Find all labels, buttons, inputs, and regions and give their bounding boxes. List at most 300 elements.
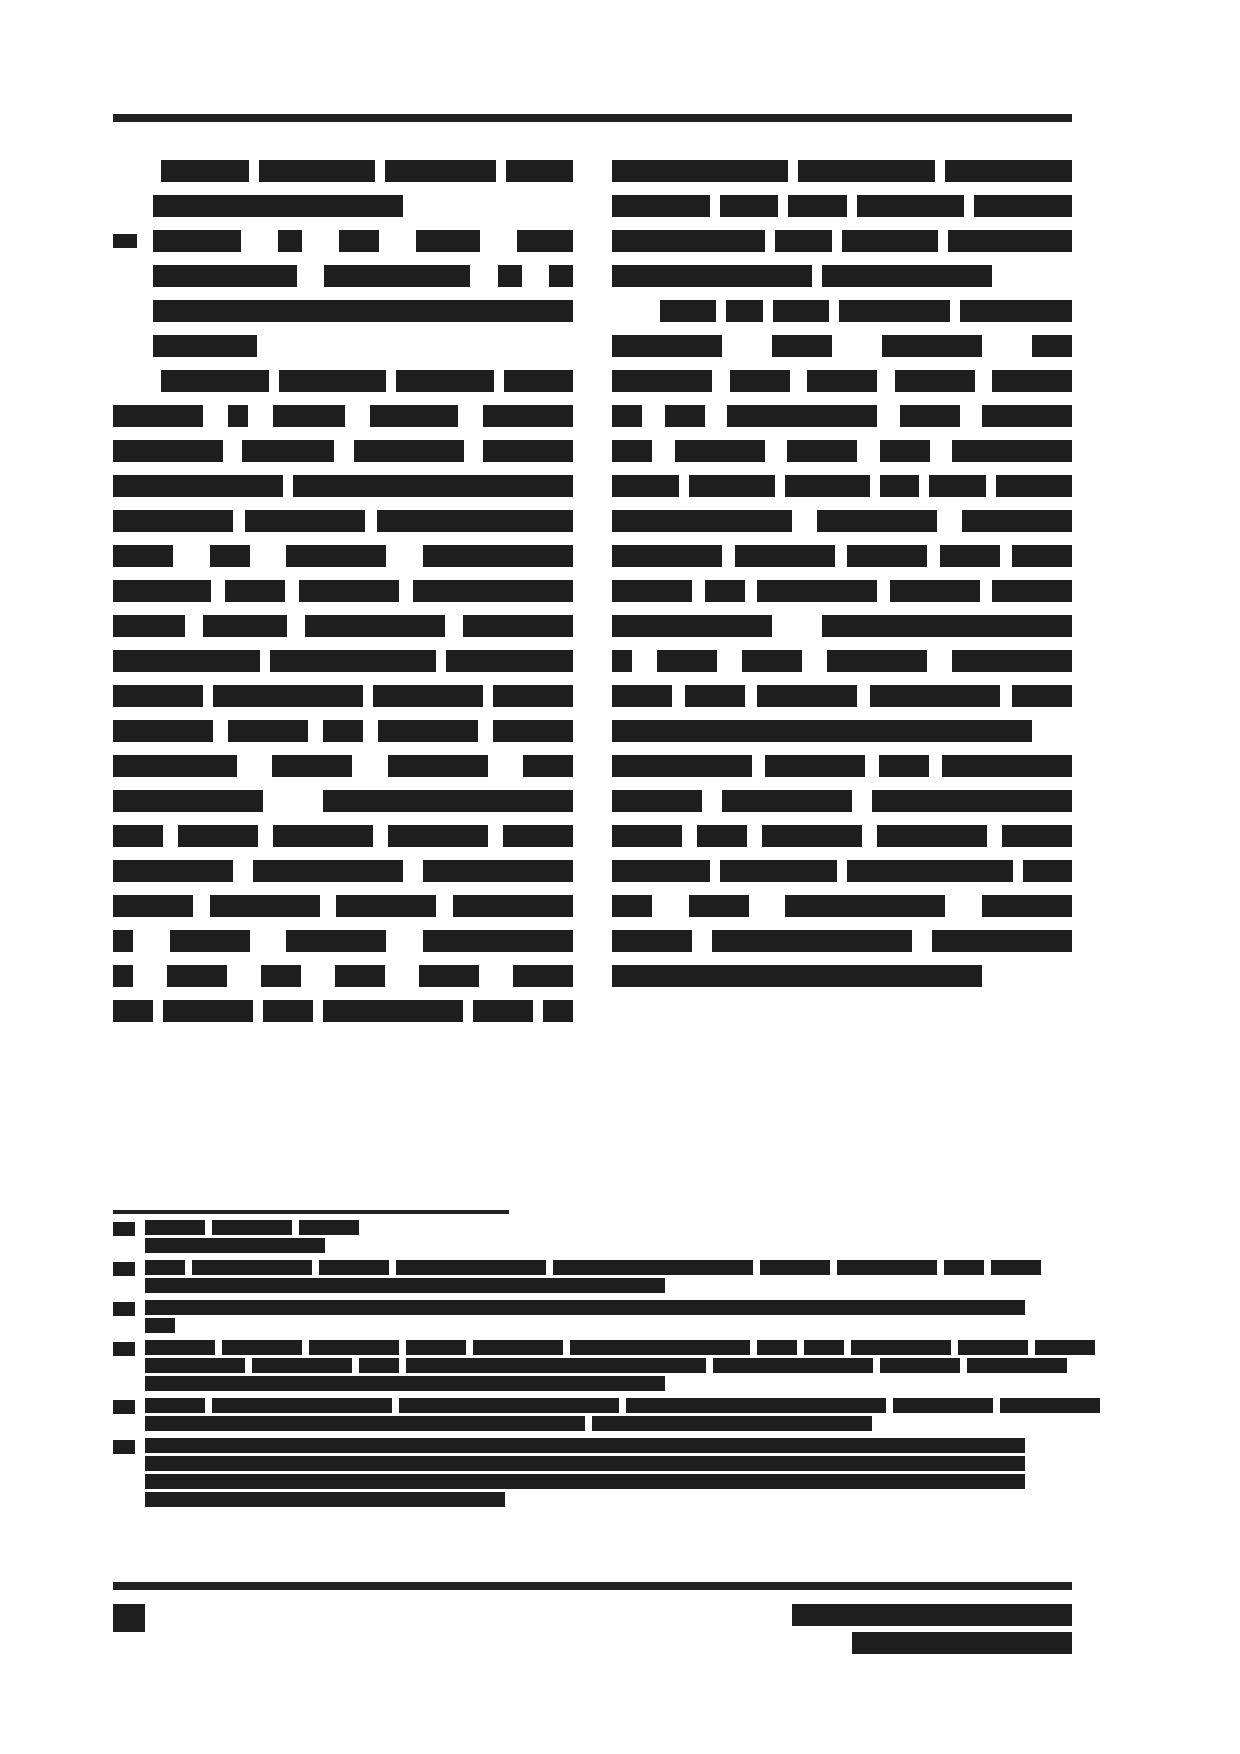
footnote-line	[145, 1416, 872, 1431]
redacted-word	[453, 895, 573, 917]
redacted-word	[523, 755, 573, 777]
redacted-word	[113, 720, 213, 742]
text-line	[612, 825, 1072, 847]
redacted-word	[323, 790, 573, 812]
footnote-number	[113, 1262, 135, 1276]
text-line	[612, 265, 992, 287]
text-line	[612, 510, 1072, 532]
text-line	[113, 580, 573, 602]
redacted-word	[720, 195, 779, 217]
redacted-word	[273, 405, 345, 427]
list-bullet	[113, 234, 137, 248]
redacted-word	[612, 545, 722, 567]
redacted-word	[228, 720, 308, 742]
redacted-word	[153, 300, 573, 322]
redacted-word	[113, 860, 233, 882]
redacted-word	[178, 825, 258, 847]
redacted-word	[213, 685, 363, 707]
redacted-word	[787, 440, 857, 462]
text-line	[612, 860, 1072, 882]
redacted-word	[378, 720, 478, 742]
redacted-word	[842, 230, 938, 252]
redacted-word	[161, 160, 249, 182]
footnote-line	[145, 1492, 505, 1507]
text-line	[612, 580, 1072, 602]
redacted-word	[113, 930, 133, 952]
redacted-word	[354, 440, 464, 462]
redacted-word	[252, 1358, 352, 1373]
redacted-word	[270, 650, 436, 672]
redacted-word	[145, 1300, 1025, 1315]
text-line	[612, 335, 1072, 357]
text-line	[113, 790, 573, 812]
text-line	[612, 195, 1072, 217]
text-line	[612, 615, 1072, 637]
redacted-word	[992, 580, 1072, 602]
redacted-word	[807, 370, 877, 392]
text-line	[612, 720, 1032, 742]
redacted-word	[775, 230, 832, 252]
redacted-word	[503, 825, 573, 847]
redacted-word	[113, 965, 133, 987]
redacted-word	[1023, 860, 1072, 882]
redacted-word	[788, 195, 847, 217]
redacted-word	[145, 1358, 245, 1373]
redacted-word	[416, 230, 480, 252]
redacted-word	[273, 825, 373, 847]
redacted-word	[359, 1358, 399, 1373]
redacted-word	[851, 1340, 951, 1355]
redacted-word	[483, 440, 573, 462]
text-line	[612, 965, 982, 987]
redacted-word	[612, 755, 752, 777]
redacted-word	[145, 1456, 1025, 1471]
footnote-separator-rule	[113, 1210, 509, 1214]
footnote-line	[145, 1278, 665, 1293]
text-line	[113, 545, 573, 567]
redacted-word	[493, 685, 573, 707]
redacted-word	[113, 650, 260, 672]
redacted-word	[413, 580, 573, 602]
redacted-word	[153, 195, 403, 217]
redacted-word	[263, 1000, 313, 1022]
redacted-word	[612, 860, 710, 882]
redacted-word	[685, 685, 745, 707]
redacted-word	[396, 370, 494, 392]
footer-text-line	[792, 1604, 1072, 1626]
redacted-word	[113, 440, 223, 462]
redacted-word	[847, 860, 1013, 882]
redacted-word	[335, 965, 385, 987]
redacted-word	[385, 160, 496, 182]
redacted-word	[203, 615, 287, 637]
redacted-word	[399, 1398, 619, 1413]
redacted-word	[163, 1000, 253, 1022]
redacted-word	[660, 300, 716, 322]
redacted-word	[498, 265, 522, 287]
redacted-word	[991, 1260, 1041, 1275]
redacted-word	[817, 510, 937, 532]
redacted-word	[543, 1000, 573, 1022]
text-line	[153, 335, 257, 357]
footnote-number	[113, 1222, 135, 1236]
redacted-word	[212, 1398, 392, 1413]
redacted-word	[612, 930, 692, 952]
text-line	[113, 650, 573, 672]
text-line	[113, 930, 573, 952]
redacted-word	[145, 1398, 205, 1413]
redacted-word	[612, 405, 642, 427]
text-line	[612, 160, 1072, 182]
redacted-word	[153, 335, 257, 357]
redacted-word	[967, 1358, 1067, 1373]
footnote-line	[145, 1220, 359, 1235]
redacted-word	[900, 405, 960, 427]
redacted-word	[872, 790, 1072, 812]
redacted-word	[612, 370, 712, 392]
redacted-word	[785, 895, 945, 917]
redacted-word	[735, 545, 835, 567]
redacted-word	[773, 300, 829, 322]
text-line	[153, 230, 573, 252]
text-line	[113, 825, 573, 847]
redacted-word	[974, 195, 1072, 217]
footnote-line	[145, 1260, 1041, 1275]
legibility-note	[0, 0, 1, 1]
redacted-word	[962, 510, 1072, 532]
redacted-word	[145, 1220, 205, 1235]
redacted-word	[612, 790, 702, 812]
text-line	[161, 160, 573, 182]
redacted-word	[388, 825, 488, 847]
redacted-word	[757, 685, 857, 707]
redacted-word	[113, 790, 263, 812]
redacted-word	[259, 160, 376, 182]
redacted-word	[1035, 1340, 1095, 1355]
redacted-word	[626, 1398, 886, 1413]
redacted-word	[852, 1632, 1072, 1654]
redacted-word	[222, 1340, 302, 1355]
redacted-word	[323, 1000, 463, 1022]
redacted-word	[145, 1376, 665, 1391]
redacted-word	[822, 265, 992, 287]
text-line	[113, 475, 573, 497]
redacted-word	[760, 1260, 830, 1275]
text-line	[612, 545, 1072, 567]
redacted-word	[242, 440, 334, 462]
redacted-word	[880, 1358, 960, 1373]
redacted-word	[757, 1340, 797, 1355]
redacted-word	[757, 580, 877, 602]
redacted-word	[890, 580, 980, 602]
redacted-word	[895, 370, 975, 392]
redacted-word	[612, 475, 679, 497]
text-line	[113, 615, 573, 637]
redacted-word	[113, 825, 163, 847]
footnote-line	[145, 1474, 1025, 1489]
redacted-word	[612, 720, 1032, 742]
redacted-word	[113, 895, 193, 917]
text-line	[113, 895, 573, 917]
redacted-word	[228, 405, 248, 427]
redacted-word	[612, 510, 792, 532]
redacted-word	[612, 615, 772, 637]
redacted-word	[145, 1260, 185, 1275]
redacted-word	[145, 1492, 505, 1507]
redacted-word	[225, 580, 285, 602]
redacted-word	[1012, 545, 1072, 567]
redacted-word	[948, 230, 1072, 252]
redacted-word	[992, 370, 1072, 392]
footnote-number	[113, 1302, 135, 1316]
redacted-word	[419, 965, 479, 987]
redacted-word	[722, 790, 852, 812]
redacted-word	[388, 755, 488, 777]
redacted-word	[305, 615, 445, 637]
redacted-word	[612, 685, 672, 707]
redacted-word	[253, 860, 403, 882]
redacted-word	[463, 615, 573, 637]
redacted-word	[612, 895, 652, 917]
footnote-line	[145, 1300, 1025, 1315]
redacted-word	[423, 930, 573, 952]
redacted-word	[145, 1438, 1025, 1453]
redacted-word	[272, 755, 352, 777]
redacted-word	[336, 895, 436, 917]
footnote-line	[145, 1456, 1025, 1471]
redacted-word	[145, 1238, 325, 1253]
redacted-word	[847, 545, 927, 567]
redacted-word	[1000, 1398, 1100, 1413]
redacted-word	[286, 930, 386, 952]
redacted-word	[612, 965, 982, 987]
redacted-word	[879, 755, 929, 777]
footer-text-line	[852, 1632, 1072, 1654]
redacted-word	[504, 370, 573, 392]
redacted-word	[837, 1260, 937, 1275]
redacted-word	[726, 300, 763, 322]
redacted-word	[377, 510, 573, 532]
footnote-number	[113, 1440, 135, 1454]
redacted-word	[705, 580, 745, 602]
redacted-word	[1012, 685, 1072, 707]
redacted-word	[279, 370, 387, 392]
redacted-word	[373, 685, 483, 707]
redacted-word	[278, 230, 302, 252]
redacted-word	[113, 580, 211, 602]
redacted-word	[665, 405, 705, 427]
redacted-word	[945, 160, 1072, 182]
header-rule	[113, 114, 1072, 122]
text-line	[113, 405, 573, 427]
redacted-word	[1002, 825, 1072, 847]
redacted-word	[785, 475, 871, 497]
redacted-word	[804, 1340, 844, 1355]
text-line	[113, 440, 573, 462]
page-number	[113, 1604, 145, 1632]
redacted-word	[323, 720, 363, 742]
redacted-word	[570, 1340, 750, 1355]
text-line	[113, 860, 573, 882]
redacted-word	[612, 195, 710, 217]
redacted-word	[839, 300, 951, 322]
redacted-word	[720, 860, 837, 882]
footnote-line	[145, 1438, 1025, 1453]
redacted-word	[113, 685, 203, 707]
text-line	[612, 370, 1072, 392]
redacted-word	[612, 160, 788, 182]
text-line	[612, 405, 1072, 427]
redacted-word	[145, 1416, 585, 1431]
redacted-word	[212, 1220, 292, 1235]
redacted-word	[612, 580, 692, 602]
text-line	[612, 755, 1072, 777]
redacted-word	[145, 1278, 665, 1293]
text-line	[113, 1000, 573, 1022]
redacted-word	[944, 1260, 984, 1275]
redacted-word	[473, 1340, 563, 1355]
text-line	[612, 895, 1072, 917]
text-line	[113, 510, 573, 532]
redacted-word	[792, 1604, 1072, 1626]
redacted-word	[689, 475, 775, 497]
redacted-word	[506, 160, 573, 182]
text-line	[113, 720, 573, 742]
redacted-word	[612, 265, 812, 287]
redacted-word	[657, 650, 717, 672]
redacted-word	[612, 440, 652, 462]
redacted-word	[798, 160, 935, 182]
redacted-word	[245, 510, 365, 532]
redacted-word	[113, 510, 233, 532]
redacted-word	[612, 825, 682, 847]
redacted-word	[113, 545, 173, 567]
redacted-word	[406, 1358, 706, 1373]
footnote-number	[113, 1400, 135, 1414]
redacted-word	[113, 1000, 153, 1022]
redacted-word	[286, 545, 386, 567]
redacted-word	[822, 615, 1072, 637]
redacted-word	[940, 545, 1000, 567]
redacted-word	[1032, 335, 1072, 357]
text-line	[161, 370, 573, 392]
redacted-word	[113, 615, 185, 637]
redacted-word	[446, 650, 573, 672]
redacted-word	[765, 755, 865, 777]
redacted-word	[153, 265, 297, 287]
redacted-word	[210, 545, 250, 567]
redacted-word	[299, 1220, 359, 1235]
redacted-word	[483, 405, 573, 427]
redacted-word	[549, 265, 573, 287]
text-line	[113, 755, 573, 777]
redacted-word	[339, 230, 379, 252]
redacted-word	[772, 335, 832, 357]
redacted-word	[960, 300, 1072, 322]
redacted-word	[210, 895, 320, 917]
redacted-word	[929, 475, 986, 497]
text-line	[113, 965, 573, 987]
footnote-line	[145, 1358, 1067, 1373]
footnote-line	[145, 1340, 1095, 1355]
redacted-word	[319, 1260, 389, 1275]
text-line	[612, 930, 1072, 952]
redacted-word	[293, 475, 573, 497]
footnote-line	[145, 1376, 665, 1391]
footer-rule	[113, 1582, 1072, 1590]
redacted-word	[396, 1260, 546, 1275]
text-line	[612, 685, 1072, 707]
text-line	[612, 230, 1072, 252]
redacted-word	[517, 230, 573, 252]
footnote-line	[145, 1318, 175, 1333]
redacted-word	[713, 1358, 873, 1373]
redacted-word	[952, 650, 1072, 672]
redacted-word	[370, 405, 458, 427]
redacted-word	[730, 370, 790, 392]
redacted-word	[689, 895, 749, 917]
footnote-number	[113, 1342, 135, 1356]
redacted-word	[167, 965, 227, 987]
redacted-word	[612, 230, 765, 252]
text-line	[612, 790, 1072, 812]
text-line	[612, 475, 1072, 497]
redacted-word	[145, 1474, 1025, 1489]
redacted-word	[473, 1000, 533, 1022]
redacted-word	[932, 930, 1072, 952]
redacted-word	[942, 755, 1072, 777]
redacted-word	[882, 335, 982, 357]
redacted-word	[952, 440, 1072, 462]
footnote-line	[145, 1398, 1100, 1413]
redacted-word	[612, 335, 722, 357]
redacted-word	[192, 1260, 312, 1275]
redacted-word	[113, 475, 283, 497]
redacted-word	[423, 860, 573, 882]
redacted-word	[870, 685, 1000, 707]
redacted-word	[513, 965, 573, 987]
redacted-word	[893, 1398, 993, 1413]
text-line	[612, 650, 1072, 672]
text-line	[660, 300, 1072, 322]
redacted-word	[299, 580, 399, 602]
redacted-word	[145, 1340, 215, 1355]
redacted-word	[592, 1416, 872, 1431]
redacted-word	[958, 1340, 1028, 1355]
text-line	[153, 195, 403, 217]
redacted-word	[675, 440, 765, 462]
redacted-word	[727, 405, 877, 427]
redacted-word	[712, 930, 912, 952]
redacted-word	[982, 405, 1072, 427]
redacted-word	[880, 440, 930, 462]
redacted-word	[880, 475, 918, 497]
text-line	[113, 685, 573, 707]
redacted-word	[261, 965, 301, 987]
text-line	[612, 440, 1072, 462]
text-line	[153, 300, 573, 322]
redacted-word	[113, 405, 203, 427]
redacted-word	[742, 650, 802, 672]
redacted-word	[857, 195, 964, 217]
redacted-word	[406, 1340, 466, 1355]
redacted-word	[145, 1318, 175, 1333]
redacted-word	[113, 755, 237, 777]
text-line	[153, 265, 573, 287]
redacted-word	[170, 930, 250, 952]
redacted-word	[877, 825, 987, 847]
redacted-word	[996, 475, 1072, 497]
